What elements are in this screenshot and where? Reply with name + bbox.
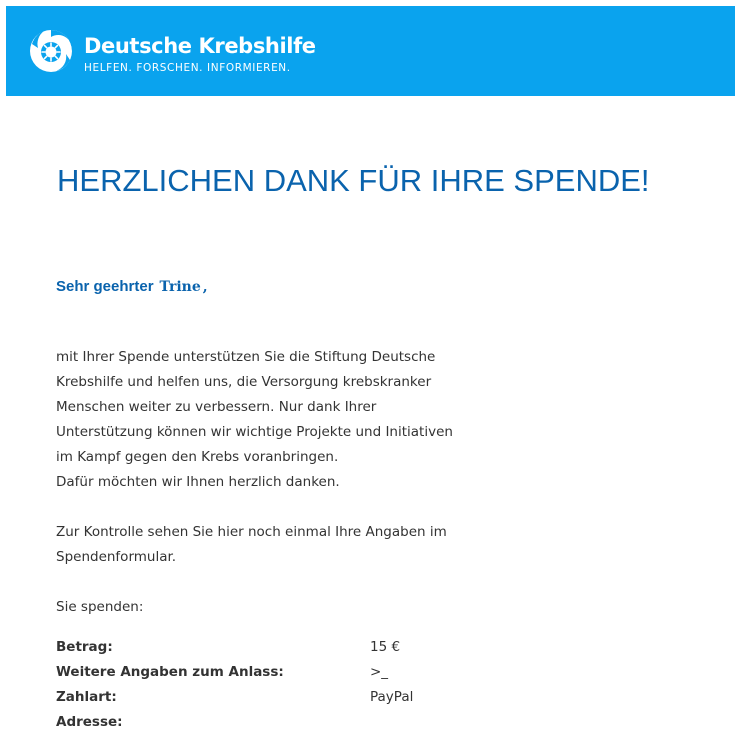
paragraph-line: Spendenformular.: [56, 549, 177, 565]
paragraph-line: im Kampf gegen den Krebs voranbringen.: [56, 449, 339, 465]
paragraph-line: mit Ihrer Spende unterstützen Sie die Stiftung Deutsche: [56, 349, 436, 365]
salutation-name: Trine: [159, 279, 201, 295]
detail-row-address: [56, 710, 656, 735]
detail-label: Zahlart:: [56, 689, 117, 705]
donation-details: [56, 635, 656, 735]
detail-value: 15 €: [370, 639, 401, 655]
salutation: [56, 277, 208, 297]
paragraph-line: Krebshilfe und helfen uns, die Versorgung krebskranker: [56, 374, 432, 390]
salutation-suffix: ,: [202, 279, 208, 295]
review-paragraph: [56, 520, 447, 570]
brand-tagline: HELFEN. FORSCHEN. INFORMIEREN.: [84, 62, 291, 74]
paragraph-line: Dafür möchten wir Ihnen herzlich danken.: [56, 474, 340, 490]
detail-row-payment: [56, 685, 656, 710]
donation-intro: Sie spenden:: [56, 599, 144, 615]
header-banner: [6, 6, 735, 96]
brand-logo[interactable]: [26, 24, 326, 84]
detail-label: Weitere Angaben zum Anlass:: [56, 664, 284, 680]
salutation-prefix: Sehr geehrter: [56, 278, 154, 295]
detail-row-occasion: [56, 660, 656, 685]
brand-name: Deutsche Krebshilfe: [84, 34, 316, 58]
detail-label: Adresse:: [56, 714, 123, 730]
paragraph-line: Unterstützung können wir wichtige Projekte und Initiativen: [56, 424, 453, 440]
thank-you-paragraph: [56, 345, 453, 495]
detail-row-amount: [56, 635, 656, 660]
detail-value: PayPal: [370, 689, 414, 705]
paragraph-line: Menschen weiter zu verbessern. Nur dank Ihrer: [56, 399, 377, 415]
paragraph-line: Zur Kontrolle sehen Sie hier noch einmal Ihre Angaben im: [56, 524, 447, 540]
detail-value: >_: [370, 664, 389, 680]
page-title: HERZLICHEN DANK FÜR IHRE SPENDE!: [57, 163, 650, 198]
sun-swirl-logo-icon: [26, 24, 78, 76]
detail-label: Betrag:: [56, 639, 113, 655]
